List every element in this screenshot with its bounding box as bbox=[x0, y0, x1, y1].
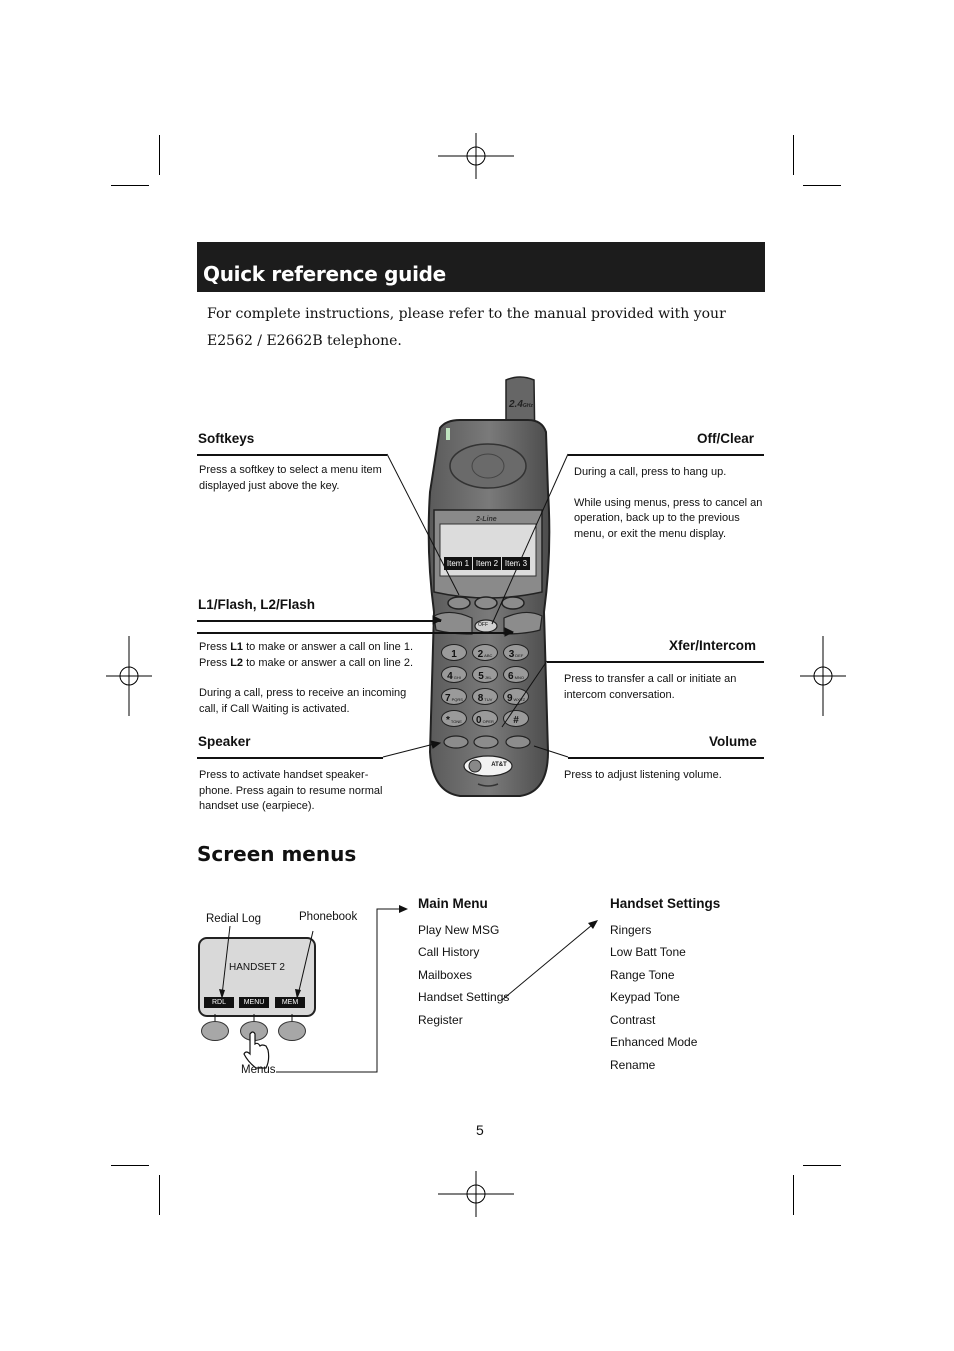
screen-brand-label: 2-Line bbox=[476, 516, 497, 523]
keypad-letters: TONE bbox=[450, 719, 462, 724]
keypad-letters: ABC bbox=[484, 653, 493, 658]
keypad-letters: GHI bbox=[453, 675, 461, 680]
keypad-letters: JKL bbox=[484, 675, 492, 680]
keypad-digit: 4 bbox=[447, 671, 453, 682]
keypad-digit: 7 bbox=[445, 693, 451, 704]
keypad-digit: 1 bbox=[451, 649, 457, 660]
handset-settings-item: Enhanced Mode bbox=[610, 1035, 698, 1049]
main-menu-item: Mailboxes bbox=[418, 968, 473, 982]
main-menu-item: Register bbox=[418, 1013, 463, 1027]
softkeys-heading: Softkeys bbox=[198, 431, 255, 446]
page-title: Quick reference guide bbox=[203, 262, 446, 286]
off-clear-line-2: While using menus, press to cancel an bbox=[574, 496, 763, 509]
main-menu-heading: Main Menu bbox=[418, 896, 488, 911]
screen-softkey-3: Item 3 bbox=[502, 557, 530, 570]
keypad-digit: 3 bbox=[508, 649, 515, 660]
speaker-heading: Speaker bbox=[198, 734, 251, 749]
speaker-line-3: handset use (earpiece). bbox=[199, 800, 315, 812]
line-flash-line-4: call, if Call Waiting is activated. bbox=[199, 702, 350, 715]
redial-log-label: Redial Log bbox=[206, 913, 261, 925]
speaker-line-1: Press to activate handset speaker- bbox=[199, 769, 369, 781]
keypad-digit: 9 bbox=[506, 693, 513, 704]
keypad-letters: PQRS bbox=[451, 697, 463, 702]
intro-line-1: For complete instructions, please refer to the manual provided with your bbox=[207, 306, 726, 322]
off-clear-line-3: operation, back up to the previous bbox=[574, 512, 740, 524]
keypad-letters: WXYZ bbox=[513, 697, 526, 702]
volume-heading: Volume bbox=[709, 734, 757, 749]
off-clear-line-1: During a call, press to hang up. bbox=[574, 466, 727, 478]
intro-line-2: E2562 / E2662B telephone. bbox=[207, 333, 402, 349]
keypad-digit: 8 bbox=[477, 693, 484, 704]
line-flash-line-3: During a call, press to receive an incoming bbox=[199, 687, 407, 699]
keypad-letters: DEF bbox=[515, 653, 524, 658]
band-unit: GHz bbox=[522, 403, 533, 409]
softkeys-line-2: displayed just above the key. bbox=[199, 479, 340, 492]
line-1-text-pre: Press bbox=[199, 641, 231, 653]
keypad-digit: 6 bbox=[508, 671, 514, 682]
keypad-letters: MNO bbox=[514, 675, 524, 680]
band-value: 2.4 bbox=[509, 399, 523, 410]
handset-settings-item: Rename bbox=[610, 1058, 656, 1072]
off-clear-line-4: menu, or exit the menu display. bbox=[574, 527, 727, 540]
softkeys-line-1: Press a softkey to select a menu item bbox=[199, 464, 382, 476]
keypad-digit: # bbox=[513, 715, 519, 726]
line-2-text-post: to make or answer a call on line 2. bbox=[243, 656, 414, 669]
handset-settings-item: Contrast bbox=[610, 1013, 656, 1027]
volume-description: Press to adjust listening volume. bbox=[564, 769, 722, 781]
handset-settings-item: Low Batt Tone bbox=[610, 945, 686, 959]
display-softkey-menu: MENU bbox=[239, 997, 269, 1008]
display-softkey-mem: MEM bbox=[275, 997, 305, 1008]
speaker-line-2: phone. Press again to resume normal bbox=[199, 784, 383, 797]
main-menu-item: Play New MSG bbox=[418, 923, 500, 937]
off-key-label: OFF bbox=[478, 622, 488, 628]
line-1-text-post: to make or answer a call on line 1. bbox=[243, 641, 414, 653]
keypad-digit: 2 bbox=[477, 649, 484, 660]
handset-settings-item: Range Tone bbox=[610, 968, 675, 982]
screen-softkey-1: Item 1 bbox=[444, 557, 472, 570]
pointing-hand-icon bbox=[244, 1032, 269, 1068]
handset-settings-heading: Handset Settings bbox=[610, 896, 721, 911]
keypad-letters: TUV bbox=[484, 697, 493, 702]
keypad-digit: 0 bbox=[476, 715, 482, 726]
handset-settings-item: Ringers bbox=[610, 923, 652, 937]
off-clear-heading: Off/Clear bbox=[697, 431, 755, 446]
line-1-key: L1 bbox=[230, 641, 244, 653]
menus-label: Menus bbox=[241, 1064, 276, 1076]
xfer-line-1: Press to transfer a call or initiate an bbox=[564, 673, 737, 685]
keypad-digit: 5 bbox=[478, 671, 484, 682]
phonebook-label: Phonebook bbox=[299, 911, 358, 923]
xfer-line-2: intercom conversation. bbox=[564, 688, 675, 701]
line-2-text-pre: Press bbox=[199, 656, 231, 669]
page-number: 5 bbox=[476, 1122, 484, 1138]
line-flash-heading: L1/Flash, L2/Flash bbox=[198, 597, 316, 612]
xfer-heading: Xfer/Intercom bbox=[669, 638, 757, 653]
display-softkey-rdl: RDL bbox=[204, 997, 234, 1008]
main-menu-item: Handset Settings bbox=[418, 990, 510, 1004]
screen-softkey-2: Item 2 bbox=[473, 557, 501, 570]
screen-menus-heading: Screen menus bbox=[197, 842, 357, 866]
main-menu-item: Call History bbox=[418, 945, 480, 959]
display-text: HANDSET 2 bbox=[229, 962, 285, 973]
keypad-digit: * bbox=[446, 715, 450, 726]
phone-brand: AT&T bbox=[491, 762, 507, 768]
line-2-key: L2 bbox=[230, 656, 244, 669]
handset-settings-item: Keypad Tone bbox=[610, 990, 680, 1004]
keypad-letters: OPER bbox=[482, 719, 494, 724]
